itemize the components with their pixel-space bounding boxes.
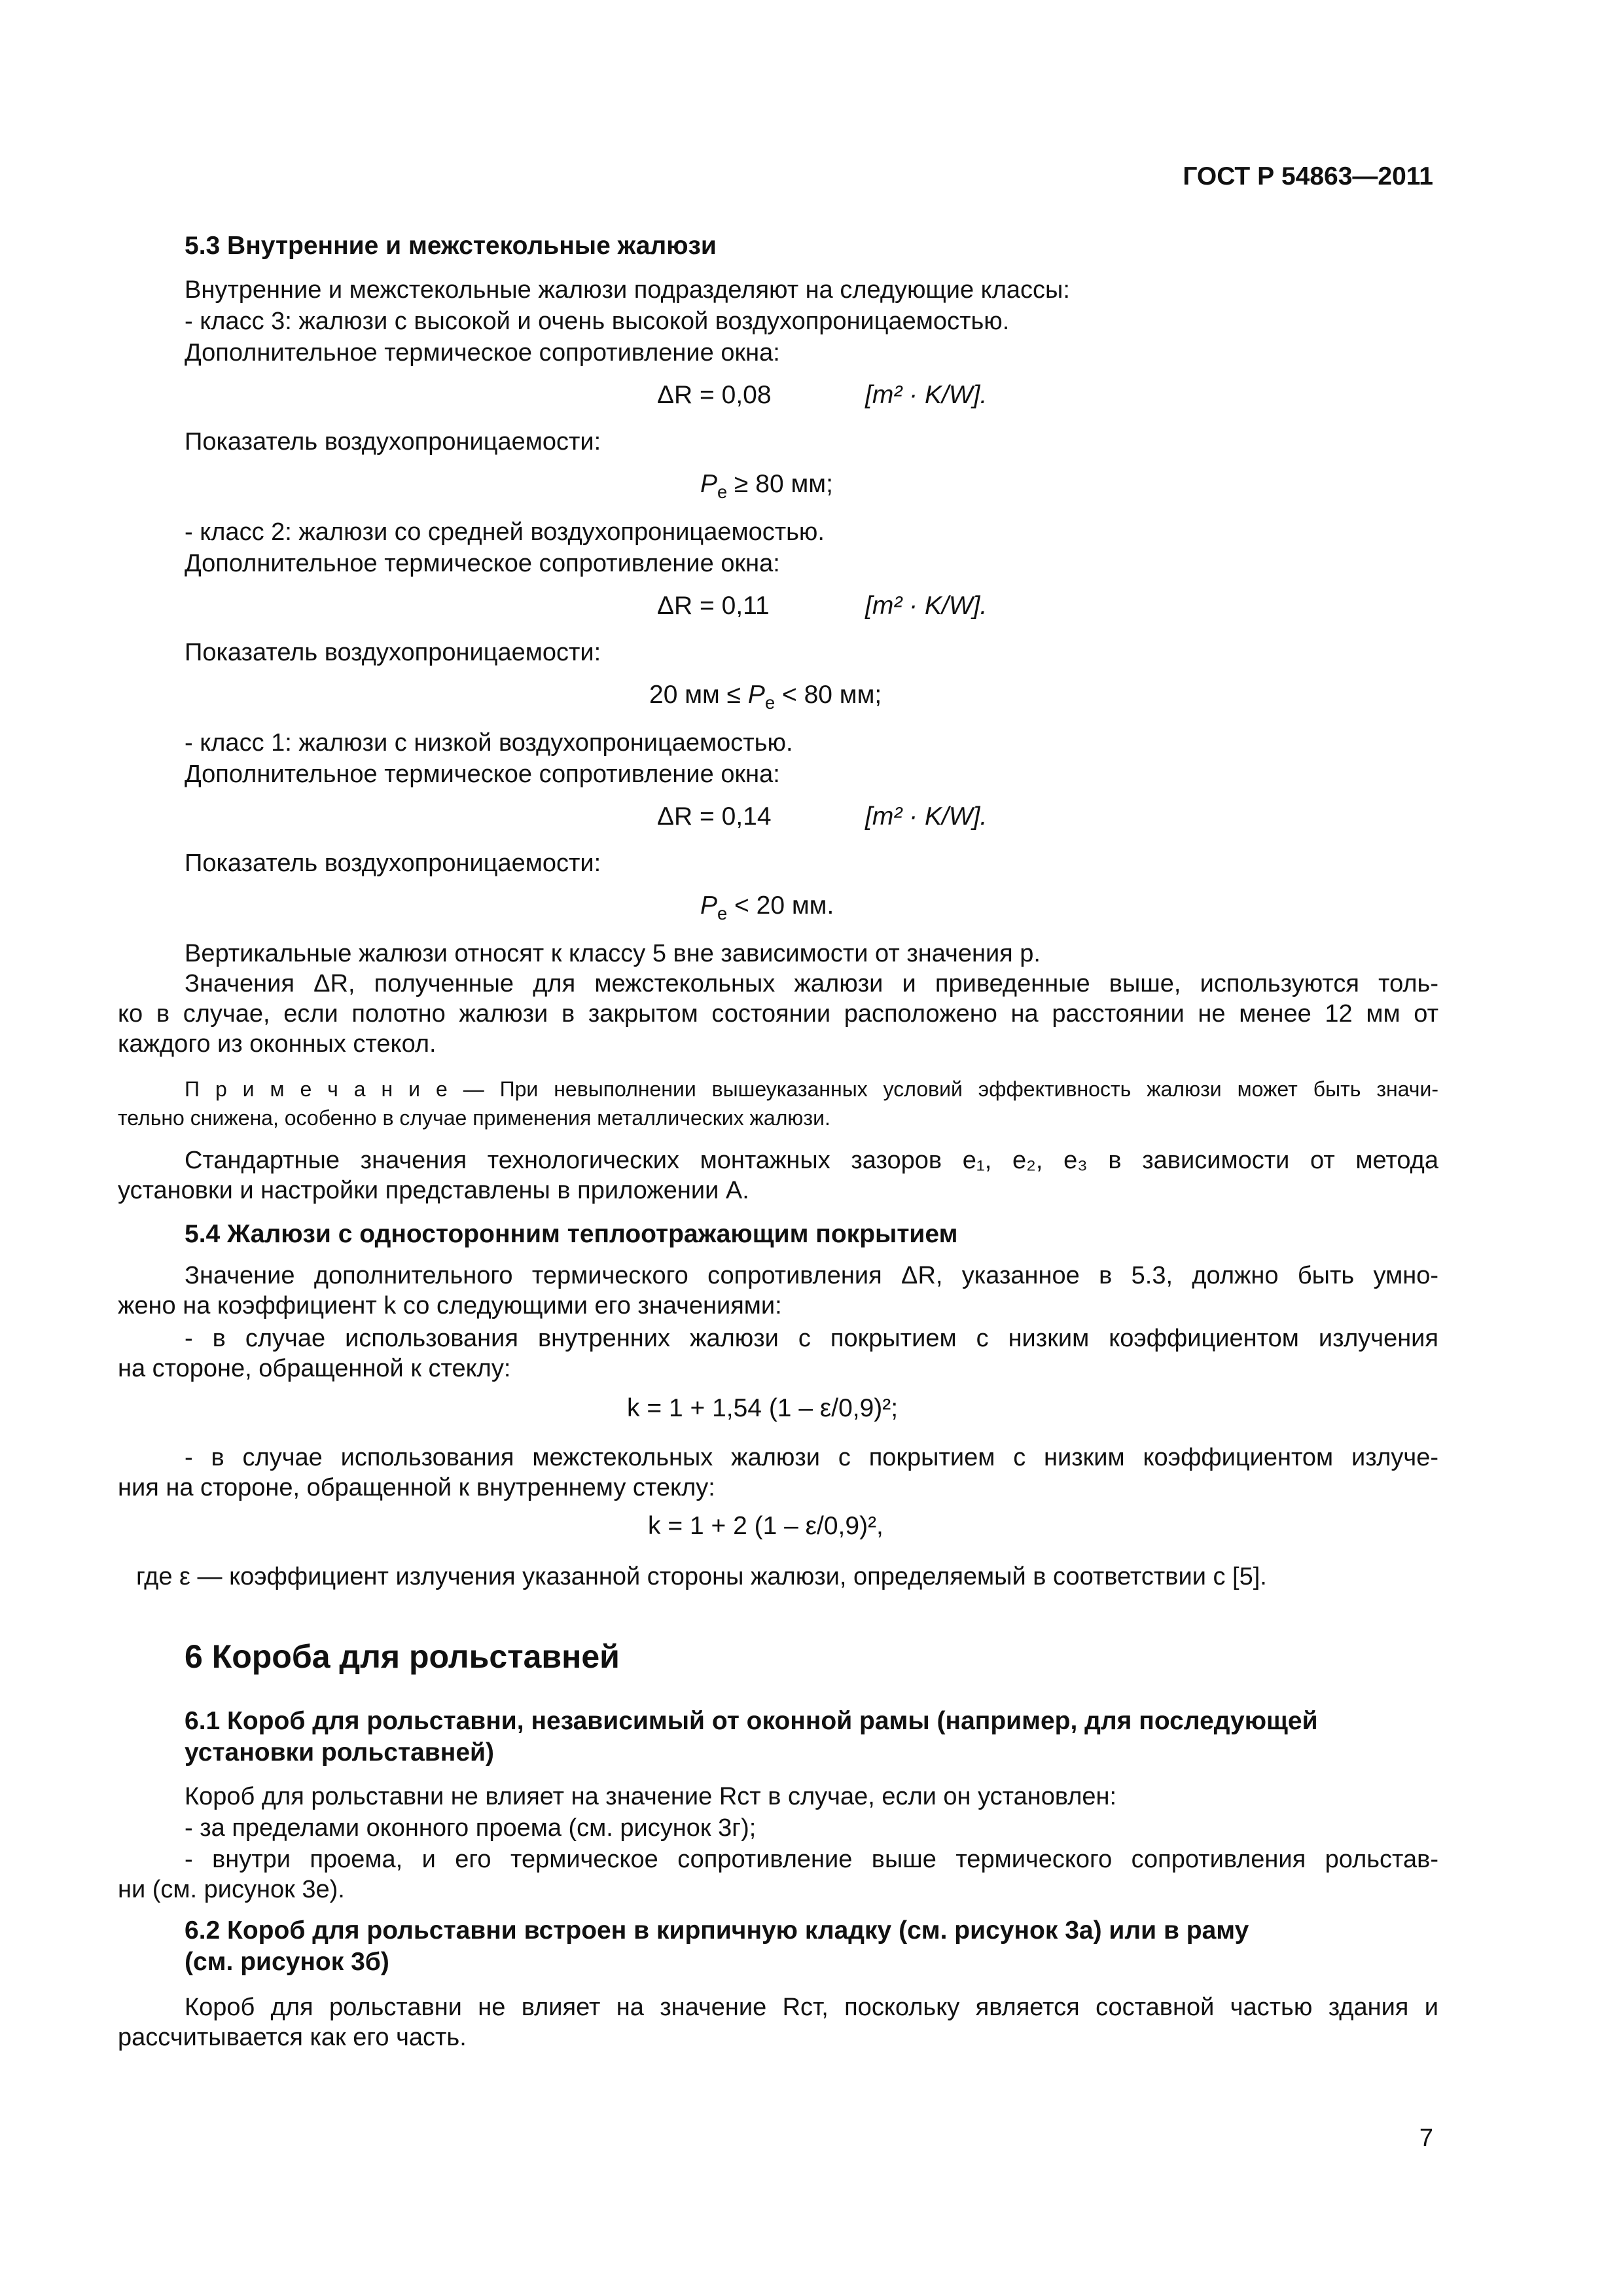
paragraph-line: жено на коэффициент k со следующими его значениями: <box>118 1292 782 1319</box>
pe-condition-3: < 20 мм. <box>727 891 834 920</box>
paragraph-line: Короб для рольставни не влияет на значение Rст, поскольку является составной частью здания и <box>185 1994 1438 2021</box>
formula-delta-r-3: ΔR = 0,14 <box>657 802 772 831</box>
paragraph-line: ния на стороне, обращенной к внутреннему стеклу: <box>118 1474 715 1501</box>
paragraph-line: Значения ΔR, полученные для межстекольных жалюзи и приведенные выше, используются толь- <box>185 970 1438 997</box>
pe-condition-1: ≥ 80 мм; <box>727 470 833 498</box>
formula-pe-2 <box>649 681 882 713</box>
formula-pe-3 <box>700 891 834 924</box>
formula-delta-r-1: ΔR = 0,08 <box>657 381 772 409</box>
s61-paragraph-1: Короб для рольставни не влияет на значение Rст в случае, если он установлен: <box>185 1783 1117 1810</box>
paragraph-line: Стандартные значения технологических монтажных зазоров e₁, e₂, e₃ в зависимости от метода <box>185 1147 1438 1174</box>
formula-unit-2: [m² · K/W]. <box>865 592 988 620</box>
s53-class1: - класс 1: жалюзи с низкой воздухопроницаемостью. <box>185 729 793 757</box>
s54-paragraph-1 <box>118 1261 1438 1321</box>
s61-item-inside <box>118 1844 1438 1905</box>
s54-where-epsilon: где ε — коэффициент излучения указанной стороны жалюзи, определяемый в соответствии с [5]. <box>136 1563 1267 1590</box>
s53-vertical-blinds: Вертикальные жалюзи относят к классу 5 вне зависимости от значения p. <box>185 940 1041 967</box>
note-line: П р и м е ч а н и е — При невыполнении вышеуказанных условий эффективность жалюзи может быть значи- <box>185 1077 1438 1101</box>
section-6-2-heading-line1: 6.2 Короб для рольставни встроен в кирпичную кладку (см. рисунок 3а) или в раму <box>185 1916 1249 1945</box>
s53-intro: Внутренние и межстекольные жалюзи подразделяют на следующие классы: <box>185 276 1070 304</box>
section-6-1-heading-line1: 6.1 Короб для рольставни, независимый от оконной рамы (например, для последующей <box>185 1707 1318 1735</box>
paragraph-line: рассчитывается как его часть. <box>118 2024 467 2051</box>
s53-air-permeability-1: Показатель воздухопроницаемости: <box>185 428 601 456</box>
pe-subscript: e <box>717 481 728 502</box>
page-number: 7 <box>1419 2125 1433 2152</box>
paragraph-line: ко в случае, если полотно жалюзи в закрытом состоянии расположено на расстоянии не менее 12 мм от <box>118 1000 1438 1028</box>
s53-note <box>118 1075 1438 1132</box>
note-line: тельно снижена, особенно в случае применения металлических жалюзи. <box>118 1106 830 1130</box>
formula-unit-1: [m² · K/W]. <box>865 381 988 409</box>
pe-symbol: P <box>747 681 765 709</box>
pe-condition-2: < 80 мм; <box>775 681 882 709</box>
paragraph-line: каждого из оконных стекол. <box>118 1030 437 1058</box>
s54-paragraph-3 <box>118 1443 1438 1503</box>
s53-class3: - класс 3: жалюзи с высокой и очень высокой воздухопроницаемостью. <box>185 308 1010 335</box>
section-6-2-heading-line2: (см. рисунок 3б) <box>185 1948 389 1976</box>
s53-values-paragraph <box>118 969 1438 1059</box>
s53-standard-gaps-paragraph <box>118 1145 1438 1206</box>
s62-paragraph <box>118 1992 1438 2053</box>
s53-additional-resistance-1: Дополнительное термическое сопротивление окна: <box>185 339 780 367</box>
section-6-1-heading-line2: установки рольставней) <box>185 1738 494 1767</box>
paragraph-line: - в случае использования внутренних жалюзи с покрытием с низким коэффициентом излучения <box>185 1325 1438 1352</box>
formula-k-internal: k = 1 + 1,54 (1 – ε/0,9)²; <box>627 1394 899 1422</box>
s53-additional-resistance-3: Дополнительное термическое сопротивление окна: <box>185 761 780 788</box>
formula-unit-3: [m² · K/W]. <box>865 802 988 831</box>
paragraph-line: - внутри проема, и его термическое сопротивление выше термического сопротивления рольстав- <box>185 1846 1438 1873</box>
paragraph-line: ни (см. рисунок 3е). <box>118 1876 345 1903</box>
section-5-3-heading: 5.3 Внутренние и межстекольные жалюзи <box>185 232 717 260</box>
s54-paragraph-2 <box>118 1323 1438 1384</box>
document-id-header: ГОСТ Р 54863—2011 <box>1183 162 1433 190</box>
pe-symbol: P <box>700 891 718 920</box>
paragraph-line: на стороне, обращенной к стеклу: <box>118 1355 511 1382</box>
pe-symbol: P <box>700 470 718 498</box>
section-6-heading: 6 Короба для рольставней <box>185 1638 620 1675</box>
pe-subscript: e <box>717 903 728 924</box>
formula-k-interpane: k = 1 + 2 (1 – ε/0,9)², <box>648 1512 883 1540</box>
s53-air-permeability-3: Показатель воздухопроницаемости: <box>185 850 601 877</box>
paragraph-line: Значение дополнительного термического сопротивления ΔR, указанное в 5.3, должно быть умно- <box>185 1262 1438 1289</box>
s61-item-outside: - за пределами оконного проема (см. рисунок 3г); <box>185 1814 757 1842</box>
formula-delta-r-2: ΔR = 0,11 <box>657 592 770 620</box>
pe-subscript: e <box>764 692 776 713</box>
formula-pe-1 <box>700 470 833 503</box>
paragraph-line: - в случае использования межстекольных жалюзи с покрытием с низким коэффициентом излуче- <box>185 1444 1438 1471</box>
s53-additional-resistance-2: Дополнительное термическое сопротивление окна: <box>185 550 780 577</box>
section-5-4-heading: 5.4 Жалюзи с односторонним теплоотражающим покрытием <box>185 1220 958 1248</box>
s53-air-permeability-2: Показатель воздухопроницаемости: <box>185 639 601 666</box>
s53-class2: - класс 2: жалюзи со средней воздухопроницаемостью. <box>185 518 825 546</box>
pe-prefix-2: 20 мм ≤ <box>649 681 748 709</box>
paragraph-line: установки и настройки представлены в приложении А. <box>118 1177 749 1204</box>
